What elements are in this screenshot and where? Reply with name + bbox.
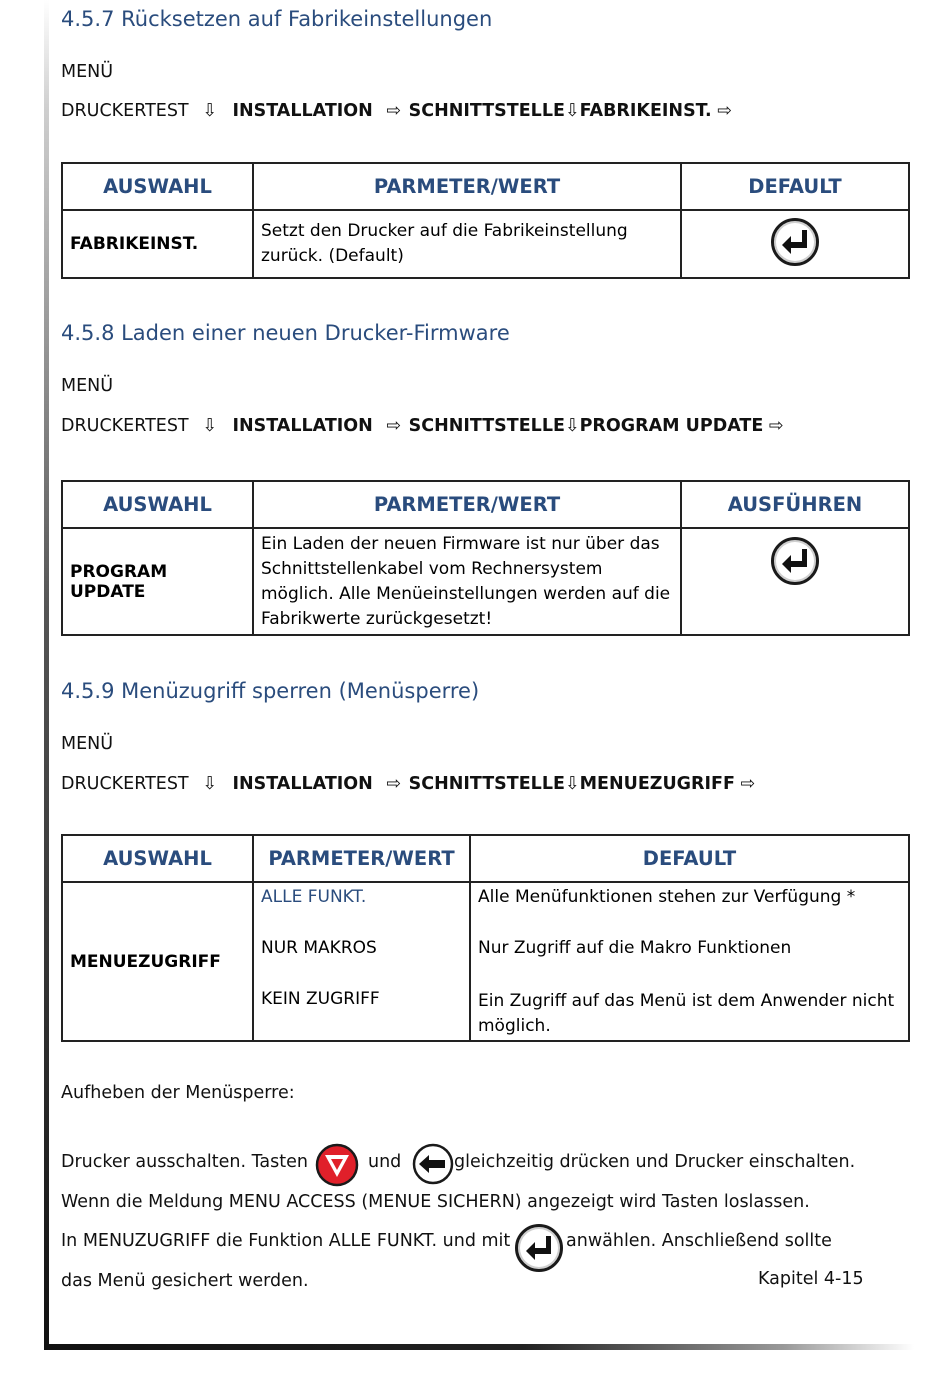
parameter-table-458 xyxy=(61,480,910,636)
table-header-auswahl: AUSWAHL xyxy=(62,481,253,528)
path-installation: INSTALLATION xyxy=(232,101,373,121)
enter-key-icon xyxy=(771,218,819,266)
parameter-table-457 xyxy=(61,162,910,279)
right-arrow-icon: ⇨ xyxy=(740,774,756,794)
path-target: FABRIKEINST. xyxy=(579,101,712,121)
menu-label: MENÜ xyxy=(61,62,114,82)
page-frame-left xyxy=(44,0,49,1350)
table-cell-selection: PROGRAM UPDATE xyxy=(62,528,253,635)
table-cell-default xyxy=(681,210,909,278)
table-header-auswahl: AUSWAHL xyxy=(62,163,253,210)
unlock-line4: das Menü gesichert werden. xyxy=(61,1271,309,1291)
menu-label: MENÜ xyxy=(61,734,114,754)
right-arrow-icon: ⇨ xyxy=(768,416,784,436)
unlock-line3-a: In MENUZUGRIFF die Funktion ALLE FUNKT. und mit xyxy=(61,1231,511,1251)
path-druckertest: DRUCKERTEST xyxy=(61,774,189,794)
page-frame-bottom xyxy=(44,1344,914,1350)
table-cell-selection: FABRIKEINST. xyxy=(62,210,253,278)
section-heading-459: 4.5.9 Menüzugriff sperren (Menüsperre) xyxy=(61,679,480,703)
table-cell-description: Setzt den Drucker auf die Fabrikeinstellung zurück. (Default) xyxy=(253,210,681,278)
table-cell-execute xyxy=(681,528,909,635)
menu-label: MENÜ xyxy=(61,376,114,396)
menu-path xyxy=(61,416,784,436)
enter-key-icon xyxy=(771,537,819,585)
unlock-line1-c: gleichzeitig drücken und Drucker einschalten. xyxy=(454,1152,856,1172)
section-heading-457: 4.5.7 Rücksetzen auf Fabrikeinstellungen xyxy=(61,7,493,31)
table-cell-values xyxy=(253,882,470,1041)
down-arrow-icon: ⇩ xyxy=(564,101,580,121)
unlock-title: Aufheben der Menüsperre: xyxy=(61,1083,295,1103)
parameter-table-459 xyxy=(61,834,910,1042)
option-value: ALLE FUNKT. xyxy=(261,887,367,907)
table-header-ausfuehren: AUSFÜHREN xyxy=(681,481,909,528)
right-arrow-icon: ⇨ xyxy=(386,774,402,794)
option-value: NUR MAKROS xyxy=(261,938,377,958)
down-arrow-icon: ⇩ xyxy=(202,416,217,436)
down-arrow-icon: ⇩ xyxy=(564,416,580,436)
menu-path xyxy=(61,101,732,121)
down-triangle-button-icon xyxy=(314,1143,360,1187)
page-number: Kapitel 4-15 xyxy=(758,1269,864,1289)
unlock-line2: Wenn die Meldung MENU ACCESS (MENUE SICHERN) angezeigt wird Tasten loslassen. xyxy=(61,1192,810,1212)
down-arrow-icon: ⇩ xyxy=(202,101,217,121)
down-arrow-icon: ⇩ xyxy=(202,774,217,794)
option-description: Nur Zugriff auf die Makro Funktionen xyxy=(478,938,792,958)
path-schnittstelle: SCHNITTSTELLE xyxy=(408,101,565,121)
path-schnittstelle: SCHNITTSTELLE xyxy=(408,416,565,436)
path-target: MENUEZUGRIFF xyxy=(579,774,735,794)
table-header-default: DEFAULT xyxy=(681,163,909,210)
path-schnittstelle: SCHNITTSTELLE xyxy=(408,774,565,794)
table-cell-selection: MENUEZUGRIFF xyxy=(62,882,253,1041)
option-description: Ein Zugriff auf das Menü ist dem Anwender nicht möglich. xyxy=(478,991,895,1036)
table-cell-descriptions xyxy=(470,882,909,1041)
option-value: KEIN ZUGRIFF xyxy=(261,989,380,1009)
table-header-parameter: PARMETER/WERT xyxy=(253,163,681,210)
table-header-auswahl: AUSWAHL xyxy=(62,835,253,882)
path-druckertest: DRUCKERTEST xyxy=(61,101,189,121)
back-arrow-button-icon xyxy=(411,1142,455,1186)
table-header-default: DEFAULT xyxy=(470,835,909,882)
right-arrow-icon: ⇨ xyxy=(386,101,402,121)
unlock-line1-b: und xyxy=(368,1152,402,1172)
enter-key-icon xyxy=(515,1224,563,1272)
down-arrow-icon: ⇩ xyxy=(564,774,580,794)
right-arrow-icon: ⇨ xyxy=(717,101,732,121)
path-druckertest: DRUCKERTEST xyxy=(61,416,189,436)
path-target: PROGRAM UPDATE xyxy=(579,416,764,436)
table-header-parameter: PARMETER/WERT xyxy=(253,835,470,882)
path-installation: INSTALLATION xyxy=(232,416,373,436)
unlock-line3-b: anwählen. Anschließend sollte xyxy=(566,1231,832,1251)
right-arrow-icon: ⇨ xyxy=(386,416,402,436)
menu-path xyxy=(61,774,755,794)
table-header-parameter: PARMETER/WERT xyxy=(253,481,681,528)
unlock-line1-a: Drucker ausschalten. Tasten xyxy=(61,1152,308,1172)
option-description: Alle Menüfunktionen stehen zur Verfügung * xyxy=(478,887,856,907)
section-heading-458: 4.5.8 Laden einer neuen Drucker-Firmware xyxy=(61,321,510,345)
path-installation: INSTALLATION xyxy=(232,774,373,794)
table-cell-description: Ein Laden der neuen Firmware ist nur über das Schnittstellenkabel vom Rechnersystem möglich. Alle Menüeinstellungen werden auf die Fabrikwerte zurückgesetzt! xyxy=(253,528,681,635)
